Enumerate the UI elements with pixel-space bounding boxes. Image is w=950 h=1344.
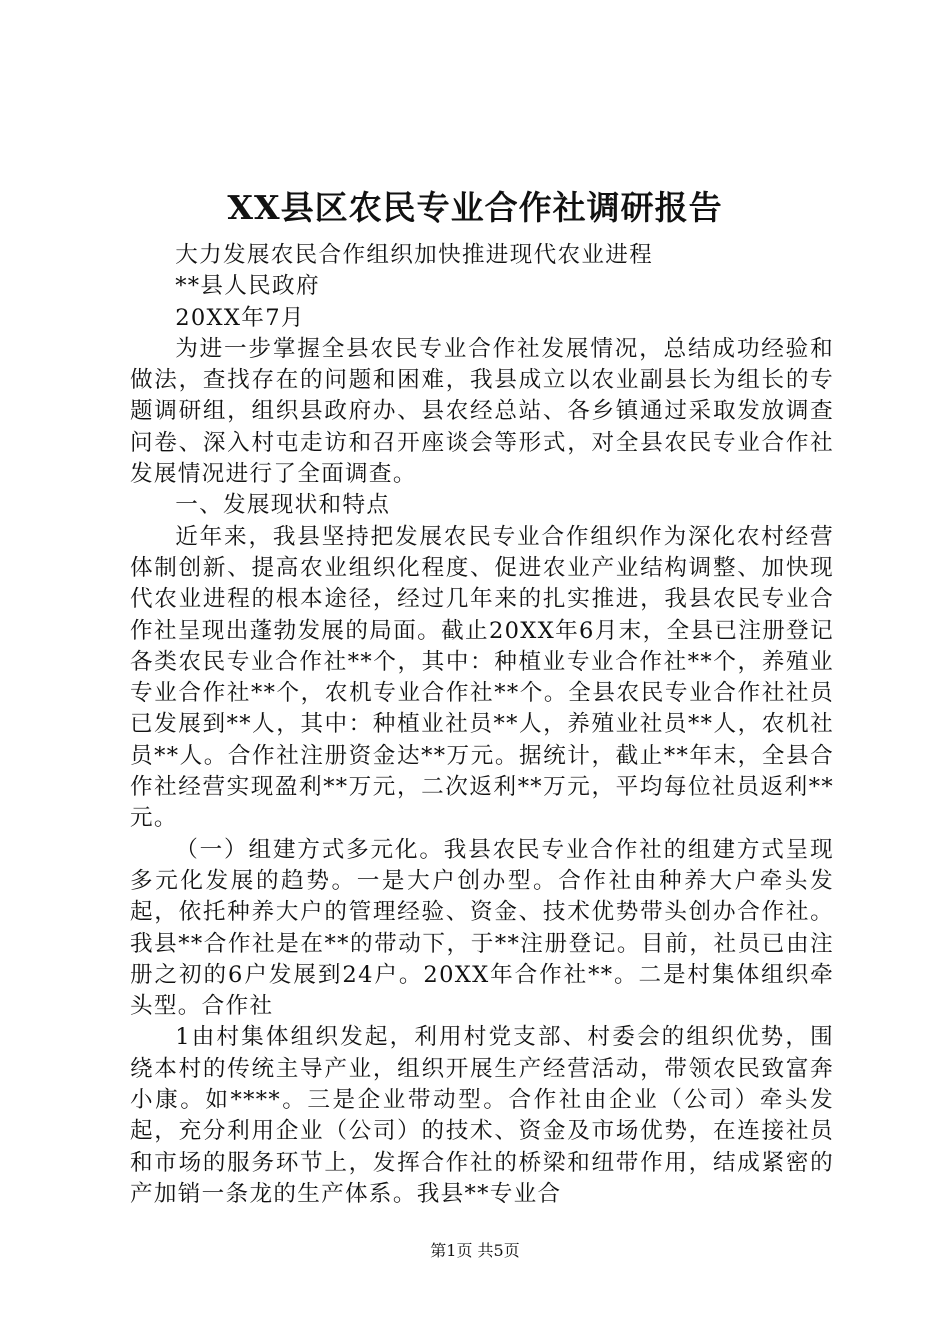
date-paragraph: 20XX年7月 — [175, 304, 305, 331]
section-heading: 一、发展现状和特点 — [175, 492, 391, 519]
document-body — [130, 240, 834, 1210]
body-paragraph: 近年来，我县坚持把发展农民专业合作组织作为深化农村经营体制创新、提高农业组织化程度、促进农业产业结构调整、加快现代农业进程的根本途径，经过几年来的扎实推进，我县农民专业合作社呈现出蓬勃发展的局面。截止20XX年6月末，全县已注册登记各类农民专业合作社**个，其中：种植业专业合作社**个，养殖业专业合作社**个，农机专业合作社**个。全县农民专业合作社社员已发展到**人，其中：种植业社员**人，养殖业社员**人，农机社员**人。合作社注册资金达**万元。据统计，截止**年末，全县合作社经营实现盈利**万元，二次返利**万元，平均每位社员返利**元。 — [130, 523, 834, 832]
intro-paragraph: 为进一步掌握全县农民专业合作社发展情况，总结成功经验和做法，查找存在的问题和困难，我县成立以农业副县长为组长的专题调研组，组织县政府办、县农经总站、各乡镇通过采取发放调查问卷、深入村屯走访和召开座谈会等形式，对全县农民专业合作社发展情况进行了全面调查。 — [130, 335, 834, 488]
body-paragraph: （一）组建方式多元化。我县农民专业合作社的组建方式呈现多元化发展的趋势。一是大户创办型。合作社由种养大户牵头发起，依托种养大户的管理经验、资金、技术优势带头创办合作社。我县**合作社是在**的带动下，于**注册登记。目前，社员已由注册之初的6户发展到24户。20XX年合作社**。二是村集体组织牵头型。合作社 — [130, 836, 834, 1020]
document-title: XX县区农民专业合作社调研报告 — [227, 188, 723, 227]
body-paragraph: 1由村集体组织发起，利用村党支部、村委会的组织优势，围绕本村的传统主导产业，组织开展生产经营活动，带领农民致富奔小康。如****。三是企业带动型。合作社由企业（公司）牵头发起，充分利用企业（公司）的技术、资金及市场优势，在连接社员和市场的服务环节上，发挥合作社的桥梁和纽带作用，结成紧密的产加销一条龙的生产体系。我县**专业合 — [130, 1024, 834, 1207]
page-footer: 第1页 共5页 — [430, 1241, 520, 1260]
author-paragraph: **县人民政府 — [175, 273, 320, 300]
subtitle-paragraph: 大力发展农民合作组织加快推进现代农业进程 — [175, 242, 654, 268]
